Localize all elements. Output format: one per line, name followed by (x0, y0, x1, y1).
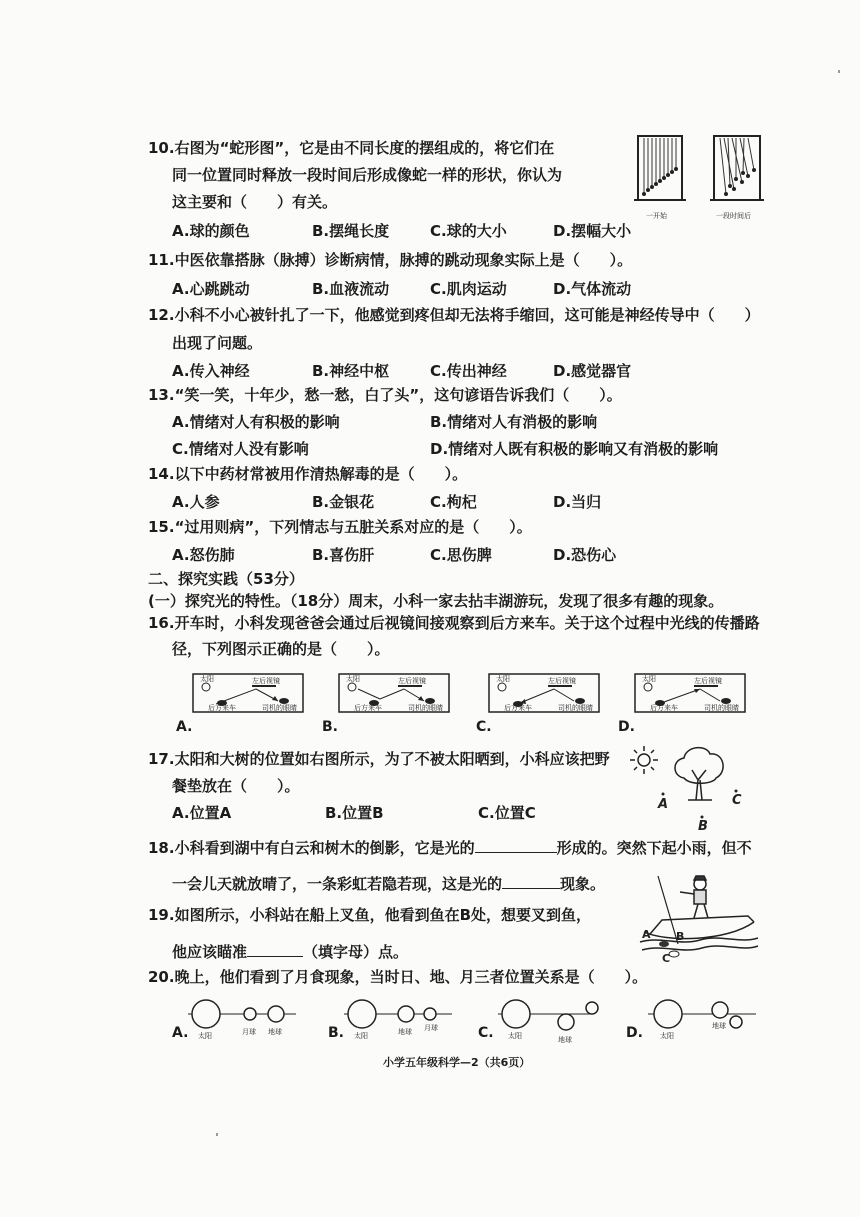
q16-option-b: B. (322, 719, 338, 735)
q18-line1-part2: 形成的。突然下起小雨，但不 (556, 839, 752, 857)
q17-option-b: B.位置B (325, 804, 384, 822)
q19-line2-part1: 他应该瞄准 (172, 943, 248, 961)
q16c-car-label: 后方来车 (504, 704, 532, 712)
q16d-sun-label: 太阳 (642, 675, 656, 683)
q15-option-c: C.思伤脾 (430, 546, 492, 564)
section2-subtitle: (一）探究光的特性。（18分）周末，小科一家去拈丰湖游玩，发现了很多有趣的现象。 (148, 592, 724, 610)
point-b-label: B (676, 930, 685, 943)
fisher-icon (680, 876, 708, 918)
q17-line2: 餐垫放在（ ）。 (172, 777, 300, 795)
q19-line2-part2: （填字母）点。 (303, 943, 409, 961)
q15-stem: 15.“过用则病”，下列情志与五脏关系对应的是（ ）。 (148, 518, 532, 536)
sun-tree-figure (628, 742, 758, 834)
q20-diagram-d (648, 994, 758, 1044)
q12-line2: 出现了问题。 (172, 334, 263, 352)
position-a-label: A (658, 797, 669, 812)
q16a-car-label: 后方来车 (208, 704, 236, 712)
q10-line2: 同一位置同时释放一段时间后形成像蛇一样的形状，你认为 (172, 166, 563, 184)
q19-line2 (172, 942, 408, 961)
q12-option-b: B.神经中枢 (312, 362, 390, 380)
q16-diagram-b (338, 673, 450, 721)
q13-option-c: C.情绪对人没有影响 (172, 440, 309, 458)
q15-option-b: B.喜伤肝 (312, 546, 375, 564)
q16-line2: 径，下列图示正确的是（ ）。 (172, 640, 390, 658)
q20b-sun-label: 太阳 (354, 1032, 368, 1040)
q19-line1: 19.如图所示，小科站在船上叉鱼，他看到鱼在B处，想要叉到鱼， (148, 906, 592, 924)
q12-line1: 12.小科不小心被针扎了一下，他感觉到疼但却无法将手缩回，这可能是神经传导中（ ） (148, 306, 760, 324)
q11-option-c: C.肌肉运动 (430, 280, 507, 298)
q14-option-d: D.当归 (553, 493, 602, 511)
q16a-sun-label: 太阳 (200, 675, 214, 683)
q20b-moon-label: 月球 (424, 1024, 438, 1032)
q18-blank-2[interactable] (502, 874, 560, 889)
q20-diagram-b (344, 994, 454, 1042)
q11-option-d: D.气体流动 (553, 280, 632, 298)
q16-option-d: D. (618, 719, 635, 735)
q12-option-a: A.传入神经 (172, 362, 250, 380)
pendulum-label-start: 一开始 (646, 212, 667, 220)
q15-option-d: D.恐伤心 (553, 546, 617, 564)
q16b-sun-label: 太阳 (346, 675, 360, 683)
position-c-label: C (732, 793, 742, 808)
q18-line1-part1: 18.小科看到湖中有白云和树木的倒影，它是光的 (148, 839, 475, 857)
q10-option-b: B.摆绳长度 (312, 222, 390, 240)
q20-diagram-c (498, 994, 608, 1044)
q16d-car-label: 后方来车 (650, 704, 678, 712)
q10-line3: 这主要和（ ）有关。 (172, 193, 338, 211)
q16a-eye-label: 司机的眼睛 (262, 704, 297, 712)
sun-icon (630, 746, 658, 774)
q16c-mirror-label: 左后视镜 (548, 677, 576, 685)
q18-line2 (172, 874, 605, 893)
q16c-eye-label: 司机的眼睛 (558, 704, 593, 712)
section2-title: 二、探究实践（53分） (148, 570, 304, 588)
q17-option-a: A.位置A (172, 804, 232, 822)
q16d-mirror-label: 左后视镜 (694, 677, 722, 685)
q16b-car-label: 后方来车 (354, 704, 382, 712)
q20-option-c: C. (478, 1025, 494, 1041)
fishing-boat-figure (636, 872, 760, 964)
q14-stem: 14.以下中药材常被用作清热解毒的是（ ）。 (148, 465, 468, 483)
q20-option-a: A. (172, 1025, 189, 1041)
q16-diagram-d (634, 673, 746, 721)
q16-option-c: C. (476, 719, 492, 735)
q17-option-c: C.位置C (478, 804, 536, 822)
pendulum-wave-figure (630, 132, 770, 224)
q11-option-b: B.血液流动 (312, 280, 390, 298)
q20-stem: 20.晚上，他们看到了月食现象，当时日、地、月三者位置关系是（ ）。 (148, 968, 648, 986)
q16-line1: 16.开车时，小科发现爸爸会通过后视镜间接观察到后方来车。关于这个过程中光线的传播路 (148, 614, 760, 632)
q20d-sun-label: 太阳 (660, 1032, 674, 1040)
tree-icon (675, 748, 723, 800)
point-c-label: C (662, 952, 671, 965)
q13-stem: 13.“笑一笑，十年少，愁一愁，白了头”，这句谚语告诉我们（ ）。 (148, 386, 622, 404)
q16c-sun-label: 太阳 (496, 675, 510, 683)
point-a-label: A (642, 928, 651, 941)
q18-line2-part2: 现象。 (560, 875, 606, 893)
q16d-eye-label: 司机的眼睛 (704, 704, 739, 712)
q10-line1: 10.右图为“蛇形图”，它是由不同长度的摆组成的，将它们在 (148, 139, 555, 157)
q19-blank[interactable] (247, 942, 303, 957)
q18-blank-1[interactable] (475, 838, 557, 853)
q20a-sun-label: 太阳 (198, 1032, 212, 1040)
scan-speck (216, 1133, 218, 1136)
q17-line1: 17.太阳和大树的位置如右图所示，为了不被太阳晒到，小科应该把野 (148, 750, 610, 768)
q16-diagram-a (192, 673, 304, 721)
q16b-eye-label: 司机的眼睛 (408, 704, 443, 712)
q20-option-d: D. (626, 1025, 643, 1041)
q14-option-a: A.人参 (172, 493, 220, 511)
q20-option-b: B. (328, 1025, 344, 1041)
q16a-mirror-label: 左后视镜 (252, 677, 280, 685)
q10-option-a: A.球的颜色 (172, 222, 250, 240)
scan-speck (838, 70, 840, 73)
q11-stem: 11.中医依靠搭脉（脉搏）诊断病情，脉搏的跳动现象实际上是（ ）。 (148, 251, 633, 269)
q14-option-b: B.金银花 (312, 493, 375, 511)
q10-option-c: C.球的大小 (430, 222, 507, 240)
q20c-earth-label: 地球 (558, 1036, 572, 1044)
q16b-mirror-label: 左后视镜 (398, 677, 426, 685)
q16-diagram-c (488, 673, 600, 721)
q20a-moon-label: 月球 (242, 1028, 256, 1036)
q16-option-a: A. (176, 719, 193, 735)
q20-diagram-a (188, 994, 298, 1042)
q13-option-a: A.情绪对人有积极的影响 (172, 413, 340, 431)
q20d-earth-label: 地球 (712, 1022, 726, 1030)
q13-option-b: B.情绪对人有消极的影响 (430, 413, 598, 431)
q11-option-a: A.心跳跳动 (172, 280, 250, 298)
q13-option-d: D.情绪对人既有积极的影响又有消极的影响 (430, 440, 719, 458)
q15-option-a: A.怒伤肺 (172, 546, 235, 564)
q18-line1 (148, 838, 752, 857)
q10-option-d: D.摆幅大小 (553, 222, 632, 240)
pendulum-label-later: 一段时间后 (716, 212, 751, 220)
page-footer: 小学五年级科学—2（共6页） (383, 1056, 531, 1069)
q12-option-d: D.感觉器官 (553, 362, 632, 380)
q20a-earth-label: 地球 (268, 1028, 282, 1036)
q18-line2-part1: 一会儿天就放晴了，一条彩虹若隐若现，这是光的 (172, 875, 503, 893)
q20c-sun-label: 太阳 (508, 1032, 522, 1040)
position-b-label: B (698, 819, 708, 834)
q12-option-c: C.传出神经 (430, 362, 507, 380)
q14-option-c: C.枸杞 (430, 493, 477, 511)
q20b-earth-label: 地球 (398, 1028, 412, 1036)
